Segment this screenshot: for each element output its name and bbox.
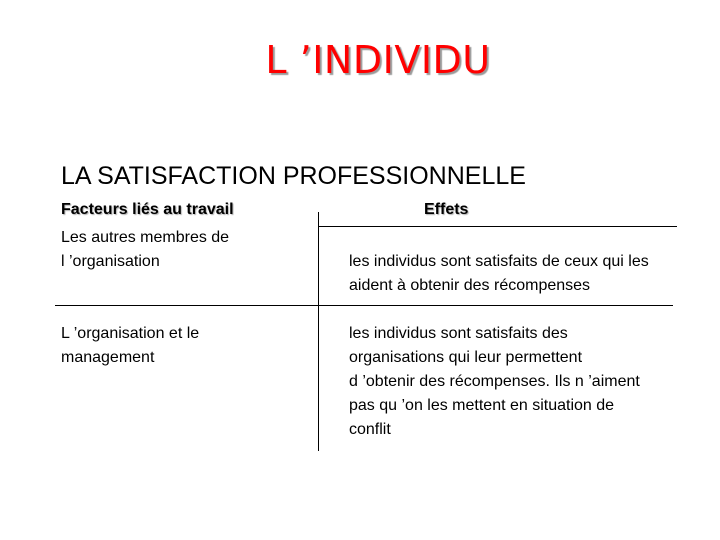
row-2-factor: L ’organisation et le management (61, 325, 200, 366)
row-1-factor: Les autres membres de l ’organisation (61, 229, 230, 270)
header-underline (318, 226, 677, 227)
header-factors: Facteurs liés au travail (61, 201, 234, 218)
slide-title: L ’INDIVIDU (265, 38, 491, 82)
row-divider (55, 305, 673, 306)
header-effects: Effets (424, 201, 469, 218)
slide-subtitle: LA SATISFACTION PROFESSIONNELLE (61, 162, 526, 190)
column-divider (318, 212, 319, 451)
row-1-effect: les individus sont satisfaits de ceux qui les aident à obtenir des récompenses (349, 253, 649, 294)
row-2-effect: les individus sont satisfaits des organisations qui leur permettent d ’obtenir des récompenses. Ils n ’aiment pas qu ’on les mettent en situation de conflit (349, 325, 640, 438)
